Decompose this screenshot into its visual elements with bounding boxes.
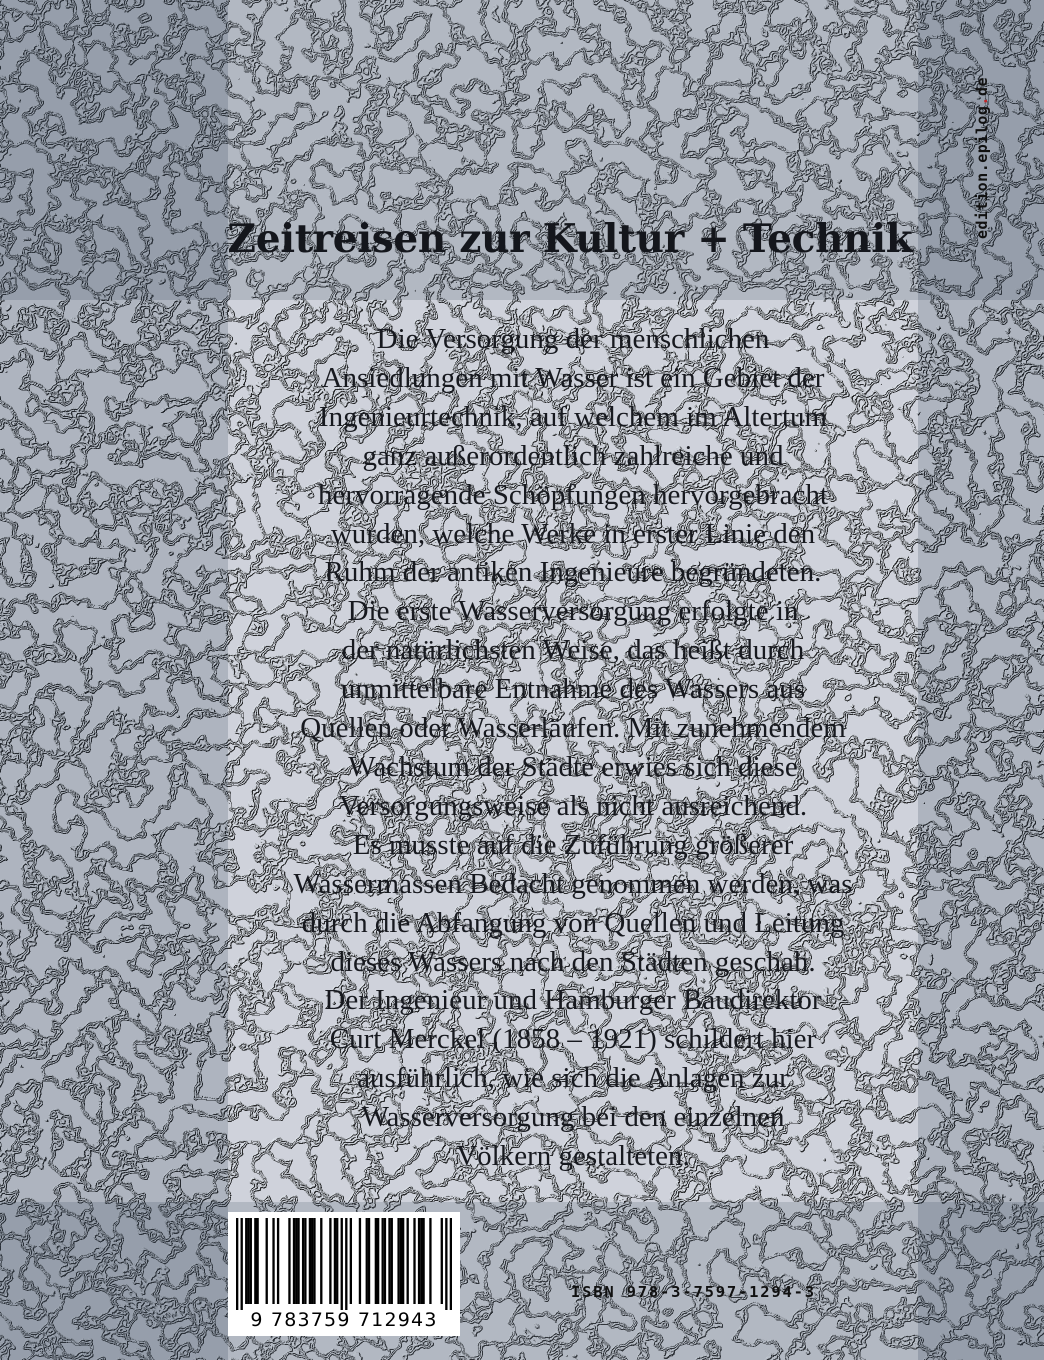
blurb-line: hervorragende Schöpfungen hervorgebracht bbox=[318, 478, 828, 511]
barcode-bar bbox=[345, 1218, 347, 1310]
blurb-line: Der Ingenieur und Hamburger Baudirektor bbox=[324, 984, 822, 1017]
barcode-bar bbox=[445, 1218, 447, 1310]
barcode-bar bbox=[336, 1218, 338, 1304]
barcode-bar bbox=[334, 1218, 336, 1304]
isbn-barcode bbox=[228, 1212, 460, 1336]
blurb-line: Die erste Wasserversorgung erfolgte in bbox=[347, 595, 799, 628]
barcode-bar bbox=[375, 1218, 377, 1304]
barcode-bar bbox=[297, 1218, 299, 1304]
barcode-bar bbox=[341, 1218, 343, 1310]
blurb-line: dieses Wassers nach den Städten geschah. bbox=[330, 945, 816, 978]
barcode-bar bbox=[311, 1218, 313, 1304]
blurb-line: Wachstum der Städte erwies sich diese bbox=[348, 750, 798, 783]
barcode-bar bbox=[304, 1218, 306, 1304]
barcode-bar bbox=[391, 1218, 393, 1304]
barcode-bar bbox=[382, 1218, 384, 1304]
barcode-bar bbox=[295, 1218, 297, 1304]
barcode-bar bbox=[302, 1218, 304, 1304]
barcode-bar bbox=[377, 1218, 379, 1304]
barcode-bar bbox=[309, 1218, 311, 1304]
blurb-line: Quellen oder Wasserläufen. Mit zunehmendem bbox=[300, 712, 846, 745]
barcode-bar bbox=[407, 1218, 409, 1304]
blurb-line: Ansiedlungen mit Wasser ist ein Gebiet der bbox=[321, 361, 825, 394]
barcode-bar bbox=[320, 1218, 322, 1304]
barcode-bar bbox=[388, 1218, 390, 1304]
barcode-bar bbox=[250, 1218, 252, 1304]
barcode-bar bbox=[254, 1218, 256, 1304]
publisher-url: edition.epilog.de bbox=[973, 76, 991, 240]
blurb-line: Es musste auf die Zuführung größerer bbox=[352, 828, 794, 861]
barcode-bar bbox=[418, 1218, 420, 1304]
blurb-line: ausführlich, wie sich die Anlagen zur bbox=[357, 1062, 789, 1095]
barcode-bar bbox=[288, 1218, 290, 1304]
blurb-line: der natürlichsten Weise, das heißt durch bbox=[341, 634, 805, 667]
barcode-bar bbox=[241, 1218, 243, 1310]
blurb-line: Curt Merckel (1858 – 1921) schildert hier bbox=[329, 1023, 817, 1056]
barcode-bar bbox=[366, 1218, 368, 1304]
blurb-text bbox=[228, 320, 918, 1176]
barcode-bar bbox=[236, 1218, 238, 1310]
barcode-bar bbox=[413, 1218, 415, 1304]
blurb-line: Wasserversorgung bei den einzelnen bbox=[361, 1101, 785, 1134]
barcode-bar bbox=[429, 1218, 431, 1304]
barcode-bar bbox=[420, 1218, 422, 1304]
series-title: Zeitreisen zur Kultur + Technik bbox=[227, 216, 913, 262]
barcode-bar bbox=[293, 1218, 295, 1304]
blurb-line: Völkern gestalteten. bbox=[456, 1140, 690, 1173]
barcode-bar bbox=[359, 1218, 361, 1304]
barcode-bar bbox=[266, 1218, 268, 1304]
barcode-bar bbox=[277, 1218, 279, 1304]
barcode-bar bbox=[402, 1218, 404, 1304]
barcode-bar bbox=[397, 1218, 399, 1304]
barcode-bar bbox=[368, 1218, 370, 1304]
blurb-line: durch die Abfangung von Quellen und Leitung bbox=[301, 906, 845, 939]
barcode-bar bbox=[441, 1218, 443, 1304]
barcode-digits: 9 783759 712943 bbox=[250, 1309, 438, 1331]
blurb-line: Wassermassen Bedacht genommen werden, was bbox=[293, 867, 853, 900]
barcode-bar bbox=[313, 1218, 315, 1304]
barcode-bar bbox=[350, 1218, 352, 1304]
barcode-bar bbox=[245, 1218, 247, 1304]
barcode-bar bbox=[450, 1218, 452, 1310]
barcode-bar bbox=[400, 1218, 402, 1304]
isbn-label: ISBN 978-3-7597-1294-3 bbox=[571, 1283, 816, 1301]
barcode-bar bbox=[422, 1218, 424, 1304]
blurb-line: unmittelbare Entnahme des Wassers aus bbox=[340, 673, 806, 706]
barcode-bar bbox=[272, 1218, 274, 1304]
blurb-line: Ingenieurtechnik, auf welchem im Altertum bbox=[318, 400, 828, 433]
blurb-line: Ruhm der antiken Ingenieure begründeten. bbox=[324, 556, 822, 589]
blurb-line: Die Versorgung der menschlichen bbox=[376, 323, 770, 355]
blurb-line: wurden, welche Werke in erster Linie den bbox=[330, 517, 816, 550]
barcode-bars bbox=[236, 1218, 452, 1310]
blurb-line: Versorgungsweise als nicht ausreichend. bbox=[338, 789, 808, 822]
blurb-line: ganz außerordentlich zahlreiche und bbox=[362, 439, 784, 472]
barcode-bar bbox=[384, 1218, 386, 1304]
barcode-bar bbox=[256, 1218, 258, 1304]
barcode-bar bbox=[247, 1218, 249, 1304]
barcode-bar bbox=[329, 1218, 331, 1304]
